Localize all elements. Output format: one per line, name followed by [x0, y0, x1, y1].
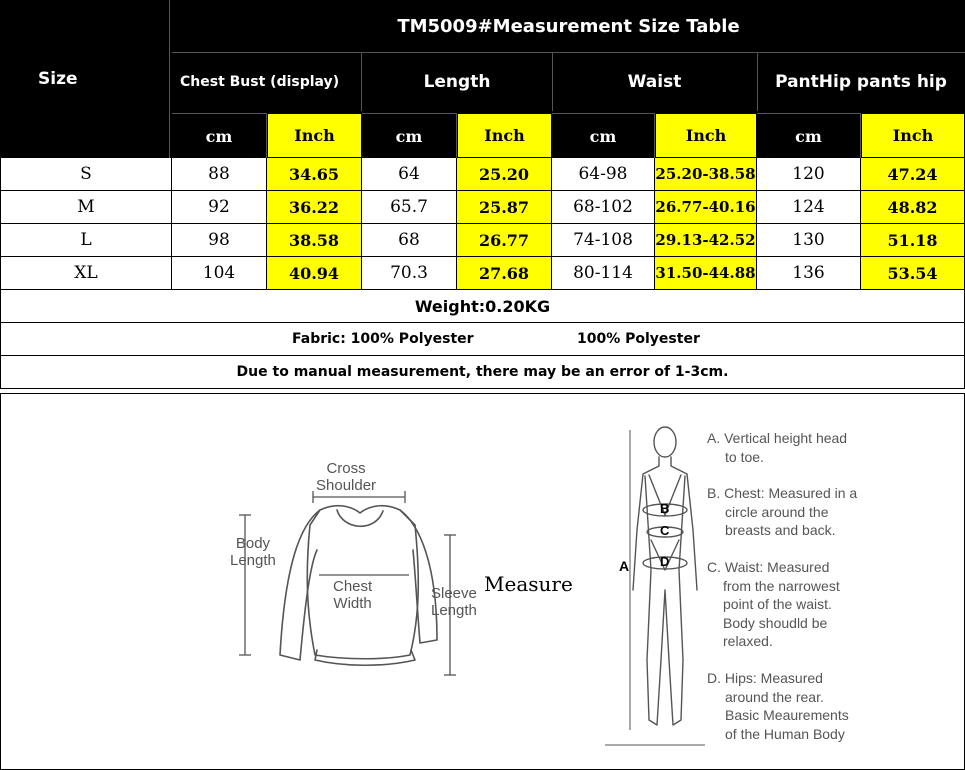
- length-inch-cell: 27.68: [457, 257, 552, 290]
- table-title: TM5009#Measurement Size Table: [172, 0, 965, 53]
- marker-b: B: [660, 501, 670, 516]
- chest-cm-cell: 98: [172, 224, 267, 257]
- marker-c: C: [660, 523, 670, 538]
- error-note: Due to manual measurement, there may be an error of 1-3cm.: [0, 356, 965, 389]
- note-c-line4: Body shoudld be: [723, 614, 828, 631]
- chest-width-label: [333, 578, 372, 612]
- length-cm-cell: 65.7: [362, 191, 457, 224]
- chest-width-line2: Width: [333, 595, 372, 612]
- hip-inch-cell: 53.54: [861, 257, 965, 290]
- waist-cm-cell: 80-114: [552, 257, 655, 290]
- length-cm-header: cm: [362, 113, 457, 158]
- cross-shoulder-line2: Shoulder: [316, 477, 377, 494]
- size-column-header: Size: [0, 0, 170, 158]
- note-a-line2: to toe.: [725, 448, 764, 465]
- body-length-line2: Length: [230, 552, 276, 569]
- left-sleeve: [280, 510, 320, 660]
- note-b-line2: circle around the: [725, 503, 829, 520]
- sleeve-length-line2: Length: [431, 602, 477, 619]
- waist-group-header: Waist: [552, 53, 758, 111]
- chest-cm-cell: 104: [172, 257, 267, 290]
- note-c-line2: from the narrowest: [723, 577, 840, 594]
- table-row-size: M: [0, 191, 172, 224]
- length-cm-cell: 68: [362, 224, 457, 257]
- hip-inch-header: Inch: [861, 113, 965, 158]
- chest-group-header: Chest Bust (display): [172, 53, 362, 111]
- sleeve-length-label: [431, 585, 477, 619]
- note-c-line3: point of the waist.: [723, 596, 832, 612]
- table-row-size: XL: [0, 257, 172, 290]
- hip-cm-header: cm: [757, 113, 861, 158]
- chest-cm-header: cm: [172, 113, 267, 158]
- hip-inch-cell: 51.18: [861, 224, 965, 257]
- chest-inch-cell: 36.22: [267, 191, 362, 224]
- cross-shoulder-line1: Cross: [326, 460, 366, 477]
- note-b-line1: B. Chest: Measured in a: [707, 485, 858, 501]
- fabric-note: [0, 323, 965, 356]
- hip-cm-cell: 124: [757, 191, 861, 224]
- chest-inch-cell: 40.94: [267, 257, 362, 290]
- waist-cm-cell: 68-102: [552, 191, 655, 224]
- length-group-header: Length: [362, 53, 553, 111]
- hip-inch-cell: 48.82: [861, 191, 965, 224]
- note-a: [707, 429, 847, 466]
- waist-inch-cell: 26.77-40.16: [655, 191, 757, 224]
- note-d-line4: of the Human Body: [725, 725, 845, 742]
- fabric-right: 100% Polyester: [577, 331, 700, 347]
- head-outline: [654, 427, 676, 457]
- waist-inch-header: Inch: [655, 113, 757, 158]
- note-d-line3: Basic Meaurements: [725, 707, 849, 723]
- waist-inch-cell: 31.50-44.88: [655, 257, 757, 290]
- chest-inch-cell: 34.65: [267, 158, 362, 191]
- table-row-size: L: [0, 224, 172, 257]
- body-length-line1: Body: [235, 535, 271, 552]
- note-d-line1: D. Hips: Measured: [707, 670, 823, 686]
- note-b-line3: breasts and back.: [725, 522, 836, 538]
- table-row-size: S: [0, 158, 172, 191]
- chest-cm-cell: 92: [172, 191, 267, 224]
- cross-shoulder-label: [316, 460, 376, 494]
- note-d: [707, 669, 849, 743]
- waist-inch-cell: 29.13-42.52: [655, 224, 757, 257]
- marker-a: A: [619, 558, 630, 574]
- note-c-line1: C. Waist: Measured: [707, 559, 830, 575]
- weight-note: Weight:0.20KG: [0, 290, 965, 323]
- note-c: [707, 558, 840, 651]
- hip-cm-cell: 136: [757, 257, 861, 290]
- length-inch-cell: 26.77: [457, 224, 552, 257]
- sleeve-length-line1: Sleeve: [431, 585, 477, 602]
- waist-inch-cell: 25.20-38.58: [655, 158, 757, 191]
- length-inch-cell: 25.20: [457, 158, 552, 191]
- length-cm-cell: 70.3: [362, 257, 457, 290]
- fabric-left: Fabric: 100% Polyester: [292, 331, 474, 347]
- chest-inch-cell: 38.58: [267, 224, 362, 257]
- length-inch-header: Inch: [457, 113, 552, 158]
- note-d-line2: around the rear.: [725, 688, 824, 705]
- chest-inch-header: Inch: [267, 113, 362, 158]
- hip-group-header: PantHip pants hip: [775, 72, 947, 92]
- body-length-label: [230, 535, 276, 569]
- length-inch-cell: 25.87: [457, 191, 552, 224]
- chest-cm-cell: 88: [172, 158, 267, 191]
- note-c-line5: relaxed.: [723, 633, 773, 649]
- body-diagram: [605, 420, 705, 750]
- note-a-line1: A. Vertical height head: [707, 430, 848, 446]
- waist-cm-cell: 74-108: [552, 224, 655, 257]
- chest-width-line1: Chest: [333, 578, 373, 595]
- waist-cm-cell: 64-98: [552, 158, 655, 191]
- waist-cm-header: cm: [552, 113, 655, 158]
- measure-caption: Measure: [484, 572, 573, 596]
- note-b: [707, 484, 857, 540]
- length-cm-cell: 64: [362, 158, 457, 191]
- marker-d: D: [660, 554, 670, 569]
- hip-cm-cell: 130: [757, 224, 861, 257]
- hip-cm-cell: 120: [757, 158, 861, 191]
- hip-inch-cell: 47.24: [861, 158, 965, 191]
